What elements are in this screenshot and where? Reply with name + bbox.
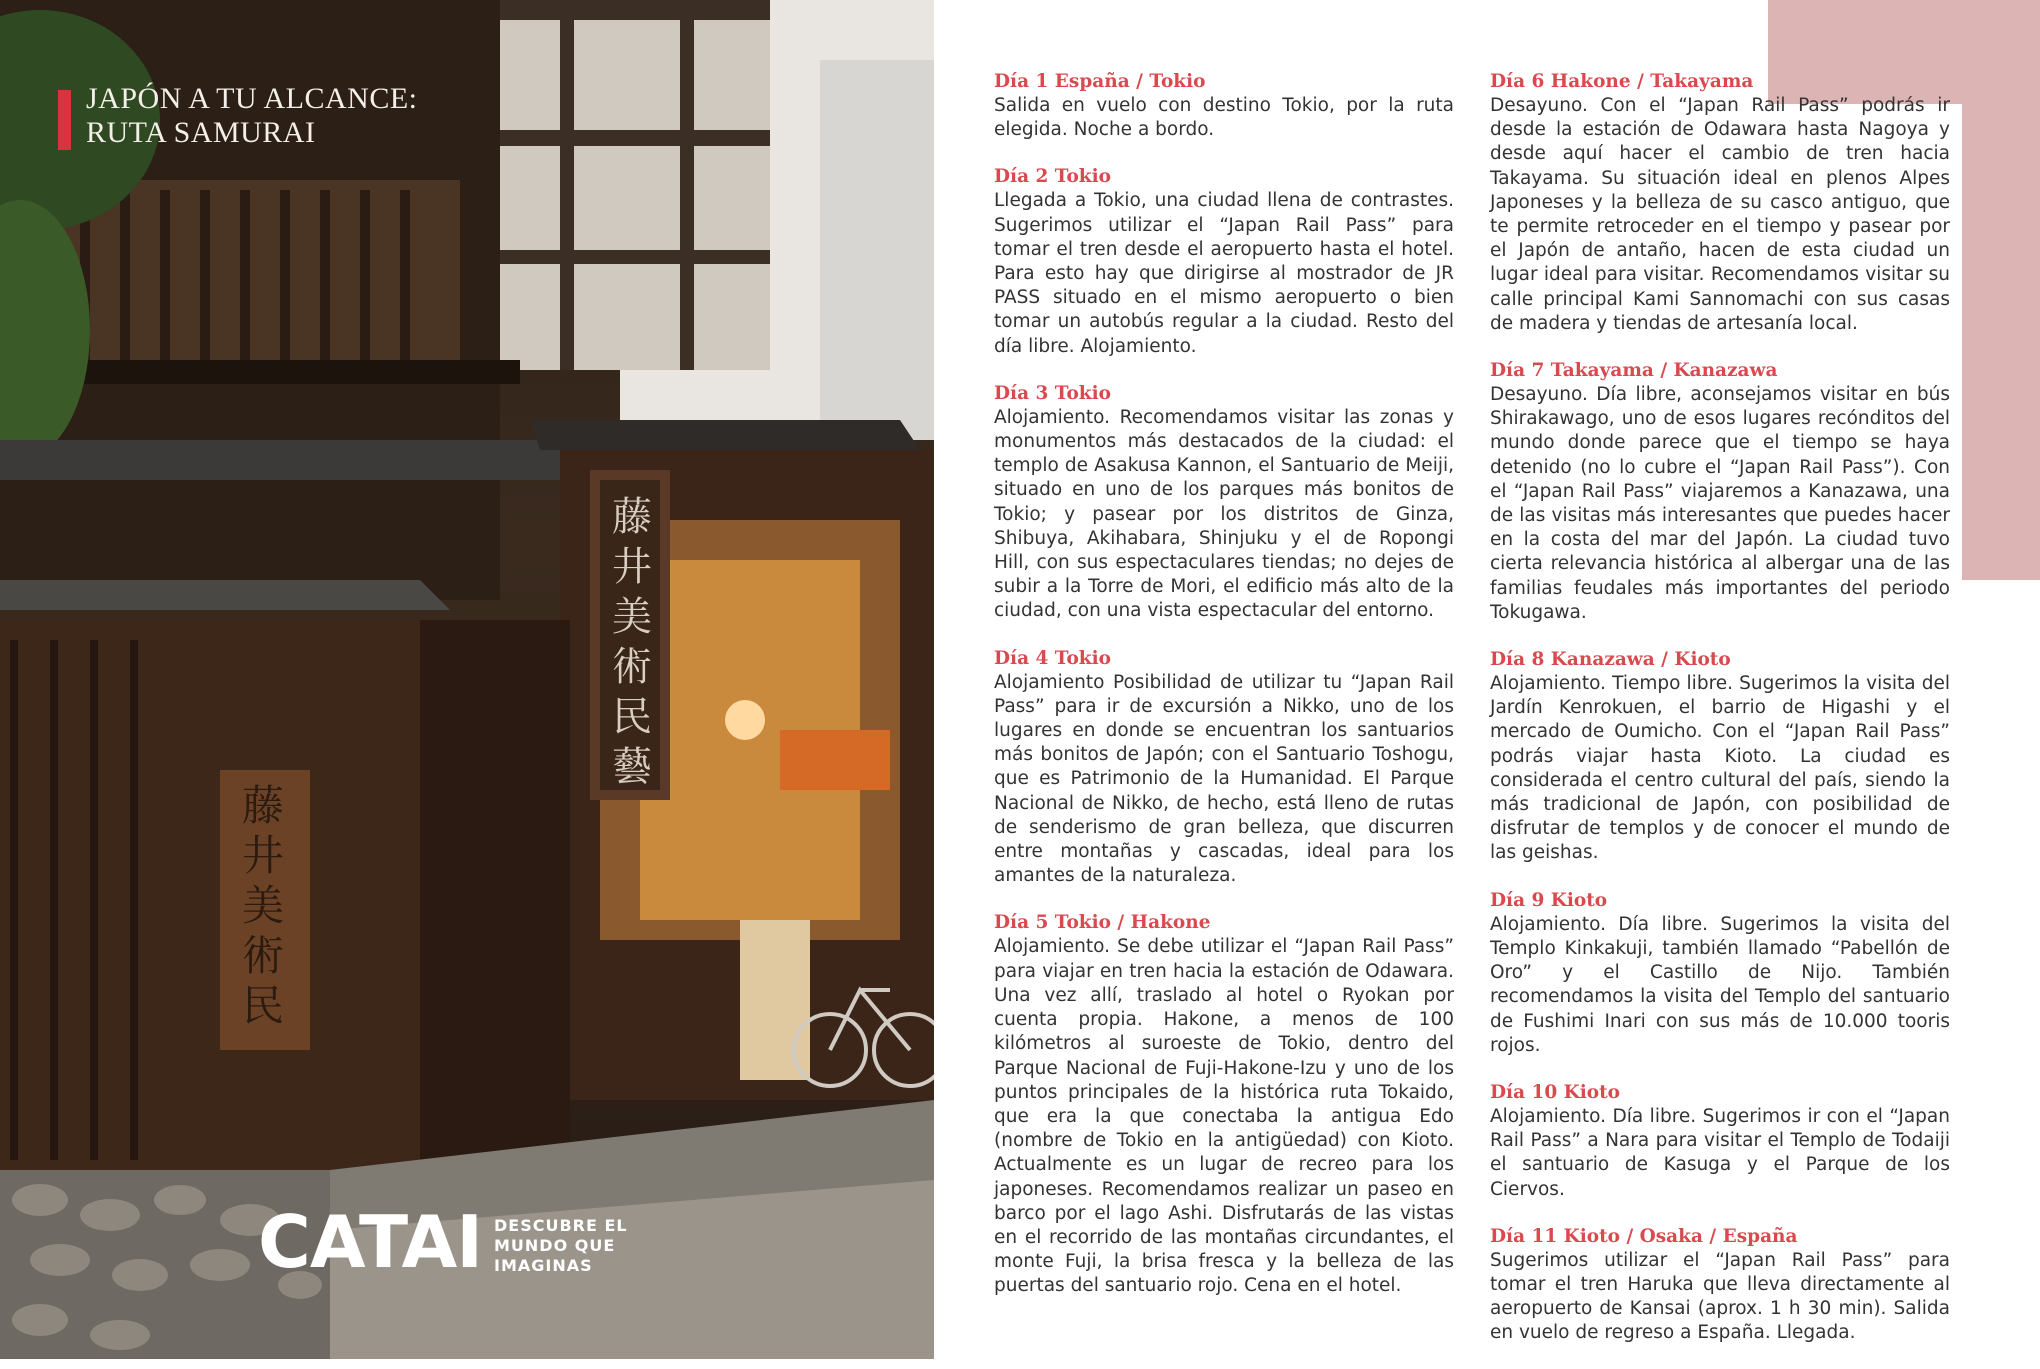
logo-tagline <box>494 1216 644 1276</box>
day-description: Desayuno. Día libre, aconsejamos visitar en bús Shirakawago, uno de esos lugares recónditos del mundo donde parece que el tiempo se haya detenido (no lo cubre el “Japan Rail Pass”). Con el “Japan Rail Pass” viajaremos a Kanazawa, una de las visitas más interesantes que puedes hacer en la costa del mar del Japón. La ciudad tuvo cierta relevancia histórica al albergar una de las familias feudales más importantes del periodo Tokugawa. <box>1490 384 1950 623</box>
svg-text:術: 術 <box>242 931 285 980</box>
itinerary-day <box>994 165 1454 358</box>
itinerary-day <box>1490 1225 1950 1346</box>
itinerary-column-right <box>1490 70 1950 1369</box>
day-title: Día 8 Kanazawa / Kioto <box>1490 649 1731 671</box>
svg-text:藤: 藤 <box>612 494 652 540</box>
street-photo <box>0 0 934 1359</box>
day-title: Día 11 Kioto / Osaka / España <box>1490 1225 1798 1247</box>
title-line-2: RUTA SAMURAI <box>86 116 316 149</box>
logo-wordmark: CATAI <box>258 1200 483 1284</box>
day-title: Día 2 Tokio <box>994 166 1111 188</box>
day-title: Día 4 Tokio <box>994 647 1111 669</box>
svg-text:藝: 藝 <box>612 744 652 790</box>
svg-text:美: 美 <box>612 594 652 640</box>
day-title: Día 3 Tokio <box>994 382 1111 404</box>
svg-text:井: 井 <box>242 831 285 880</box>
day-title: Día 7 Takayama / Kanazawa <box>1490 360 1778 382</box>
logo-tagline-line-2: MUNDO QUE <box>494 1236 616 1255</box>
itinerary-day <box>994 70 1454 142</box>
itinerary-day <box>994 647 1454 889</box>
day-title: Día 10 Kioto <box>1490 1081 1621 1103</box>
day-description: Alojamiento. Día libre. Sugerimos la visita del Templo Kinkakuji, también llamado “Pabellón de Oro” y el Castillo de Nijo. También recomendamos la visita del Templo del santuario de Fushimi Inari con sus más de 10.000 tooris rojos. <box>1490 913 1950 1056</box>
itinerary-day <box>994 382 1454 624</box>
svg-text:井: 井 <box>612 544 652 590</box>
itinerary-day <box>1490 70 1950 336</box>
day-description: Alojamiento. Se debe utilizar el “Japan Rail Pass” para viajar en tren hacia la estación de Odawara. Una vez allí, traslado al hotel o Ryokan por cuenta propia. Hakone, a menos de 100 kilómetros al suroeste de Tokio, dentro del Parque Nacional de Fuji-Hakone-Izu y uno de los puntos principales de la histórica ruta Tokaido, que era la que conectaba la antigua Edo (nombre de Tokio en la antigüedad) con Kioto. Actualmente es un lugar de recreo para los japoneses. Recomendamos realizar un paseo en barco por el lago Ashi. Disfrutarás de las vistas en el recorrido de las montañas circundantes, el monte Fuji, la brisa fresca y la belleza de las puertas del santuario rojo. Cena en el hotel. <box>994 936 1454 1297</box>
logo-tagline-line-3: IMAGINAS <box>494 1256 593 1275</box>
logo-tagline-line-1: DESCUBRE EL <box>494 1216 628 1235</box>
day-description: Alojamiento. Tiempo libre. Sugerimos la visita del Jardín Kenrokuen, el barrio de Higashi y el mercado de Oumicho. Con el “Japan Rail Pass” podrás viajar hasta Kioto. La ciudad es considerada el centro cultural del país, siendo la más tradicional de Japón, con posibilidad de disfrutar de templos y de conocer el mundo de las geishas. <box>1490 673 1950 864</box>
title-line-1: JAPÓN A TU ALCANCE: <box>86 82 418 115</box>
itinerary-day <box>1490 1081 1950 1202</box>
svg-text:藤: 藤 <box>242 781 285 830</box>
day-description: Sugerimos utilizar el “Japan Rail Pass” para tomar el tren Haruka que lleva directamente al aeropuerto de Kansai (aprox. 1 h 30 min). Salida en vuelo de regreso a España. Llegada. <box>1490 1249 1950 1344</box>
day-description: Alojamiento. Día libre. Sugerimos ir con el “Japan Rail Pass” a Nara para visitar el Templo de Todaiji el santuario de Kasuga y el Parque de los Ciervos. <box>1490 1105 1950 1200</box>
day-description: Alojamiento. Recomendamos visitar las zonas y monumentos más destacados de la ciudad: el templo de Asakusa Kannon, el Santuario de Meiji, situado en uno de los parques más bonitos de Tokio; y pasear por los distritos de Ginza, Shibuya, Akihabara, Shinjuku y el de Ropongi Hill, con sus espectaculares tiendas; no dejes de subir a la Torre de Mori, el edificio más alto de la ciudad, con una vista espectacular del entorno. <box>994 406 1454 622</box>
day-title: Día 5 Tokio / Hakone <box>994 912 1211 934</box>
day-title: Día 1 España / Tokio <box>994 71 1206 92</box>
street-photo-illustration <box>0 0 934 1359</box>
itinerary-day <box>1490 889 1950 1058</box>
day-description: Llegada a Tokio, una ciudad llena de contrastes. Sugerimos utilizar el “Japan Rail Pass” para tomar el tren desde el aeropuerto hasta el hotel. Para esto hay que dirigirse al mostrador de JR PASS situado en el mismo aeropuerto o bien tomar un autobús regular a la ciudad. Resto del día libre. Alojamiento. <box>994 190 1454 357</box>
title-accent-bar <box>58 90 71 150</box>
itinerary-day <box>994 911 1454 1298</box>
svg-text:術: 術 <box>612 644 652 690</box>
day-description: Alojamiento Posibilidad de utilizar tu “Japan Rail Pass” para ir de excursión a Nikko, uno de los lugares en donde se encuentran los santuarios más bonitos de Japón; con el Santuario Toshogu, que es Patrimonio de la Humanidad. El Parque Nacional de Nikko, de hecho, está lleno de rutas de senderismo de gran belleza, que discurren entre montañas y cascadas, ideal para los amantes de la naturaleza. <box>994 671 1454 887</box>
day-description: Salida en vuelo con destino Tokio, por la ruta elegida. Noche a bordo. <box>994 95 1454 141</box>
svg-text:民: 民 <box>242 981 285 1030</box>
itinerary-day <box>1490 648 1950 866</box>
day-description: Desayuno. Con el “Japan Rail Pass” podrás ir desde la estación de Odawara hasta Nagoya y desde aquí hacer el cambio de tren hacia Takayama. Su situación ideal en plenos Alpes Japoneses y la belleza de su casco antiguo, que te permite retroceder en el tiempo y pasear por el Japón de antaño, hacen de esta ciudad un lugar ideal para visitar. Recomendamos visitar su calle principal Kami Sannomachi con sus casas de madera y tiendas de artesanía local. <box>1490 95 1950 334</box>
itinerary-column-left <box>994 70 1454 1322</box>
itinerary-day <box>1490 359 1950 625</box>
svg-text:美: 美 <box>242 881 285 930</box>
day-title: Día 6 Hakone / Takayama <box>1490 71 1754 92</box>
svg-text:民: 民 <box>612 694 652 740</box>
day-title: Día 9 Kioto <box>1490 889 1608 911</box>
